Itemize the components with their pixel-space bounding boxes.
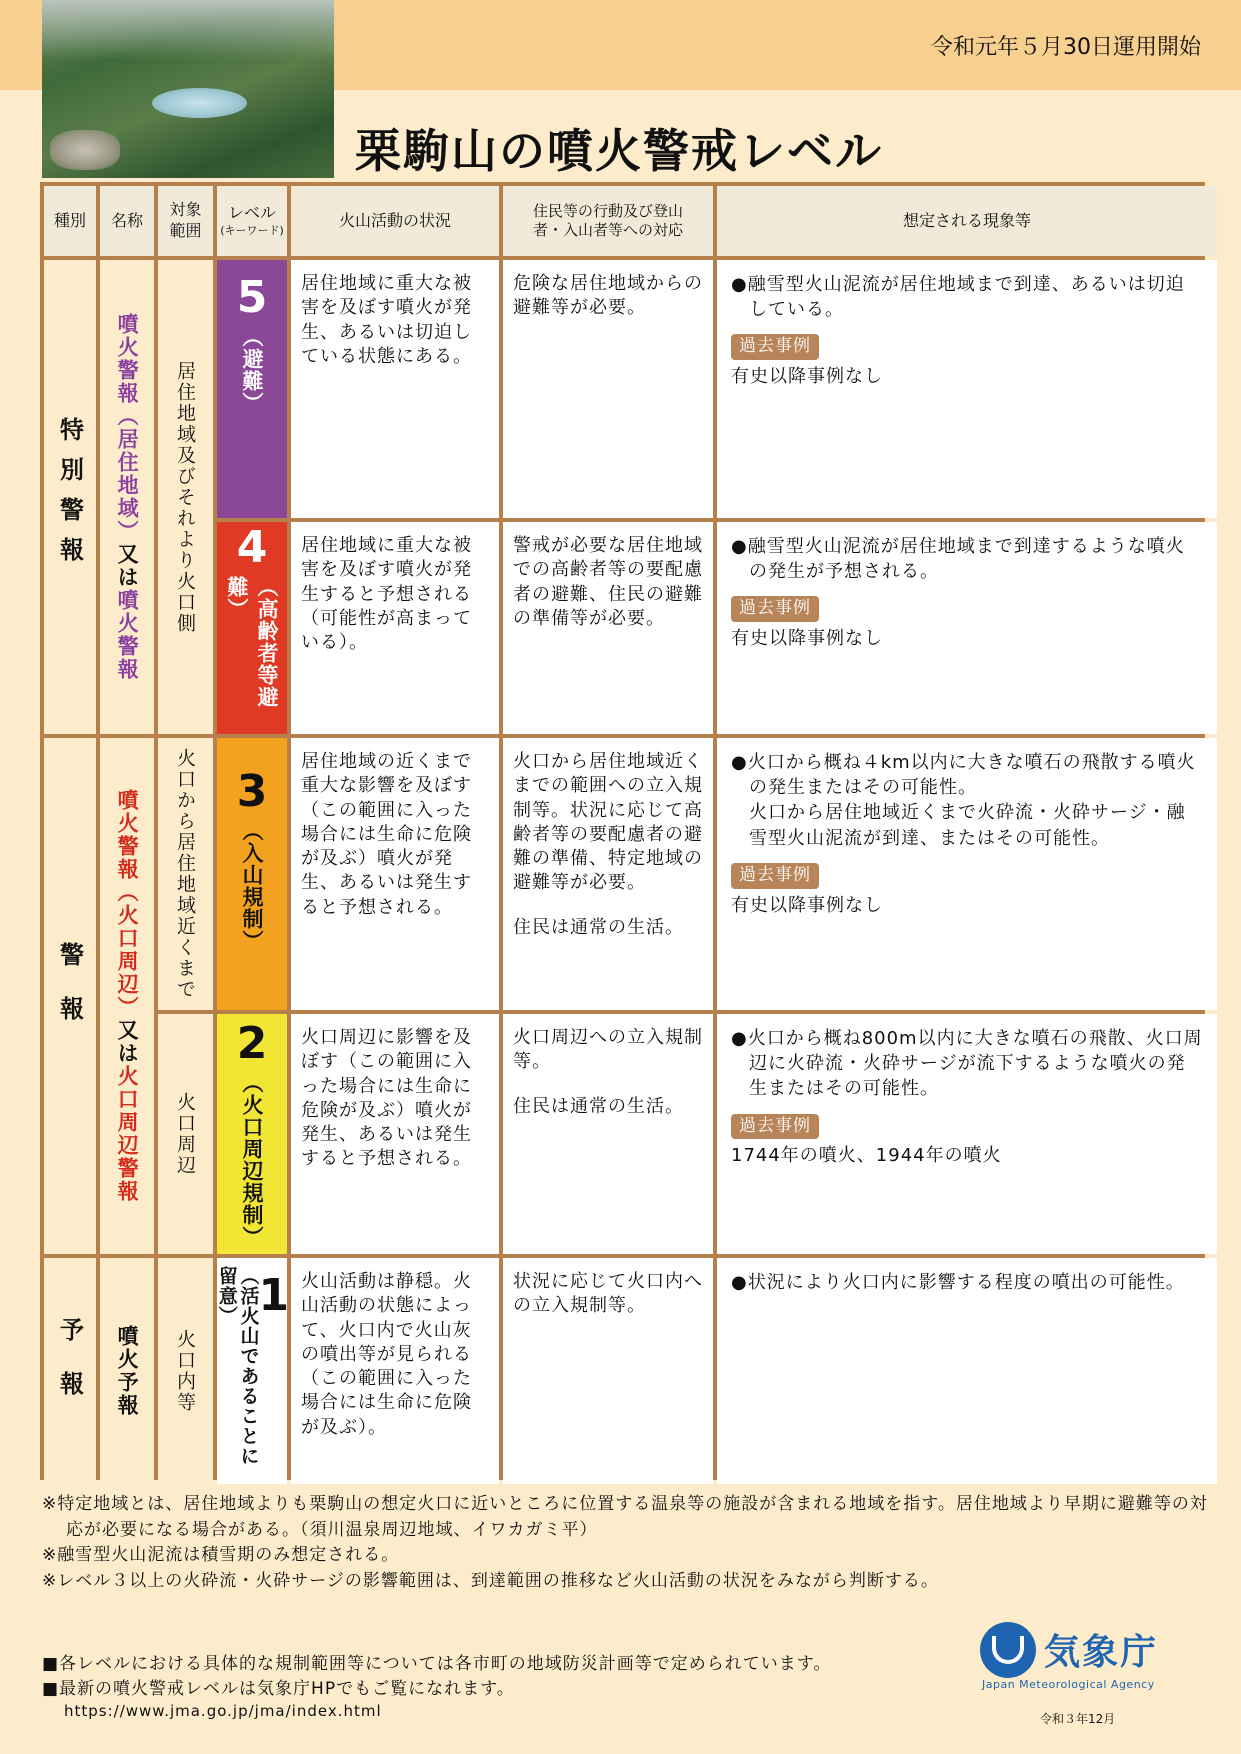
level-1-phenomena: ●状況により火口内に影響する程度の噴出の可能性。 [717,1258,1217,1484]
level-3-past-cases: 有史以降事例なし [731,894,883,916]
level-2-activity: 火口周辺に影響を及ぼす（この範囲に入った場合には生命に危険が及ぶ）噴火が発生、あるいは発生すると予想される。 [291,1014,499,1254]
level-2-response: 火口周辺への立入規制等。 住民は通常の生活。 [503,1014,713,1254]
footer-regulation-note: ■各レベルにおける具体的な規制範囲等については各市町の地域防災計画等で定められています。 [42,1654,832,1674]
name-eruption-forecast: 噴火予報 [100,1258,154,1484]
crater-lake [152,88,247,118]
level-4-past-cases: 有史以降事例なし [731,628,883,650]
past-cases-badge: 過去事例 [731,1114,819,1140]
header-response: 住民等の行動及び登山者・入山者等への対応 [503,186,713,256]
scope-near-residential: 火口から居住地域近くまで [158,738,213,1010]
level-1-badge: （活火山であることに留意） 1 [217,1258,287,1484]
header-name: 名称 [100,186,154,256]
volcano-photo [42,0,334,178]
level-2-past-cases: 1744年の噴火、1944年の噴火 [731,1145,1002,1167]
jma-logo [980,1622,1195,1692]
level-3-badge: 3 （入山規制） [217,738,287,1010]
level-4-badge: 4 （高齢者等避難） [217,522,287,734]
level-1-activity: 火山活動は静穏。火山活動の状態によって、火口内で火山灰の噴出等が見られる（この範囲に入った場合には生命に危険が及ぶ）。 [291,1258,499,1484]
level-3-phenomena: ●火口から概ね４km以内に大きな噴石の飛散する噴火の発生またはその可能性。 火口から居住地域近くまで火砕流・火砕サージ・融雪型火山泥流が到達、またはその可能性。 過去事例 有史以降事例なし [717,738,1217,1010]
level-5-badge: 5 （避難） [217,260,287,518]
footnotes [42,1492,1212,1594]
issue-date: 令和３年12月 [1040,1712,1116,1726]
category-warning: 警報 [44,738,96,1254]
past-cases-badge: 過去事例 [731,334,819,360]
footnote-pyroclastic: ※レベル３以上の火砕流・火砕サージの影響範囲は、到達範囲の推移など火山活動の状況をみながら判断する。 [42,1570,939,1591]
header-level [217,186,287,256]
level-4-phenomena: ●融雪型火山泥流が居住地域まで到達するような噴火の発生が予想される。 過去事例 有史以降事例なし [717,522,1217,734]
alert-level-table [40,182,1205,1480]
level-2-badge: 2 （火口周辺規制） [217,1014,287,1254]
level-3-response: 火口から居住地域近くまでの範囲への立入規制等。状況に応じて高齢者等の要配慮者の避難の準備、特定地域の避難等が必要。 住民は通常の生活。 [503,738,713,1010]
name-eruption-warning-crater: 噴火警報（火口周辺）又は火口周辺警報 [100,738,154,1254]
header-category: 種別 [44,186,96,256]
header-phenomena: 想定される現象等 [717,186,1217,256]
jma-emblem-icon [980,1622,1036,1678]
jma-name-en: Japan Meteorological Agency [982,1678,1155,1691]
level-4-response: 警戒が必要な居住地域での高齢者等の要配慮者の避難、住民の避難の準備等が必要。 [503,522,713,734]
level-2-phenomena: ●火口から概ね800m以内に大きな噴石の飛散、火口周辺に火砕流・火砕サージが流下するような噴火の発生またはその可能性。 過去事例 1744年の噴火、1944年の噴火 [717,1014,1217,1254]
level-4-activity: 居住地域に重大な被害を及ぼす噴火が発生すると予想される（可能性が高まっている）。 [291,522,499,734]
name-eruption-warning-residential: 噴火警報（居住地域）又は噴火警報 [100,260,154,734]
operation-start-date: 令和元年５月30日運用開始 [931,35,1201,60]
header-scope: 対象範囲 [158,186,213,256]
scope-inside-crater: 火口内等 [158,1258,213,1484]
level-3-activity: 居住地域の近くまで重大な影響を及ぼす（この範囲に入った場合には生命に危険が及ぶ）噴火が発生、あるいは発生すると予想される。 [291,738,499,1010]
category-forecast: 予報 [44,1258,96,1484]
scope-crater-area: 火口周辺 [158,1014,213,1254]
level-5-activity: 居住地域に重大な被害を及ぼす噴火が発生、あるいは切迫している状態にある。 [291,260,499,518]
header-activity: 火山活動の状況 [291,186,499,256]
page-title: 栗駒山の噴火警戒レベル [355,124,883,178]
level-5-phenomena: ●融雪型火山泥流が居住地域まで到達、あるいは切迫している。 過去事例 有史以降事例なし [717,260,1217,518]
footer-info [42,1652,942,1723]
category-special-warning: 特別警報 [44,260,96,734]
scope-residential: 居住地域及びそれより火口側 [158,260,213,734]
level-5-past-cases: 有史以降事例なし [731,366,883,388]
past-cases-badge: 過去事例 [731,863,819,889]
jma-name: 気象庁 [1044,1632,1159,1673]
footer-website-note: ■最新の噴火警戒レベルは気象庁HPでもご覧になれます。 [42,1678,515,1699]
jma-url-link[interactable]: https://www.jma.go.jp/jma/index.html [64,1702,382,1721]
level-5-response: 危険な居住地域からの避難等が必要。 [503,260,713,518]
header-keyword-label: (キーワード) [220,224,284,238]
footnote-lahar: ※融雪型火山泥流は積雪期のみ想定される。 [42,1545,400,1565]
past-cases-badge: 過去事例 [731,596,819,622]
footnote-specific-area: ※特定地域とは、居住地域よりも栗駒山の想定火口に近いところに位置する温泉等の施設が含まれる地域を指す。居住地域より早期に避難等の対応が必要になる場合がある。（須川温泉周辺地域、イワカガミ平） [42,1494,1208,1540]
level-1-response: 状況に応じて火口内への立入規制等。 [503,1258,713,1484]
header-level-label: レベル [227,203,276,223]
